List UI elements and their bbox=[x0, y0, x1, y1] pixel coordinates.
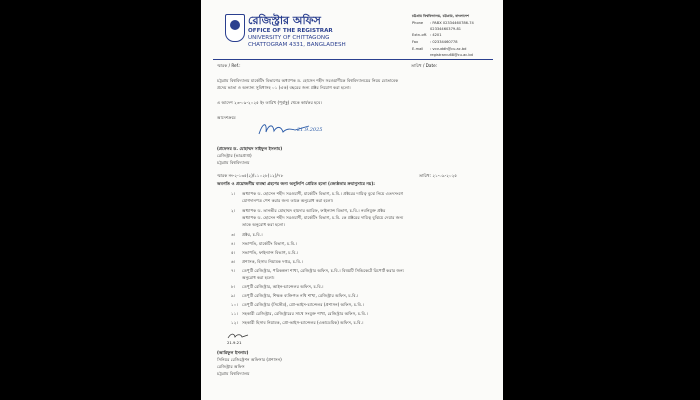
list-item: অনুরোধ করা হলো। bbox=[242, 275, 275, 280]
university-address: CHATTOGRAM 4331, BANGLADESH bbox=[248, 42, 346, 48]
footer-name: (আরিফুল ইসলাম) bbox=[217, 350, 249, 355]
footer-initials: 21.9.21 bbox=[227, 340, 242, 345]
list-item: তাকে অনুরোধ করা হলো। bbox=[242, 222, 285, 227]
signature-date: 21.9.2025 bbox=[297, 127, 323, 133]
ref-label: স্মারক / Ref.: bbox=[217, 63, 241, 68]
list-item-number: ১। bbox=[231, 191, 236, 196]
list-item: ডেপুটি রেজিস্ট্রার (সিস্টেম), প্রো-ভাইস-চ্যান্সেলর (প্রশাসন) অফিস, চ.বি.। bbox=[242, 302, 364, 307]
list-item: প্রশাসক, হিসাব নিয়ামক দপ্তর, চ.বি.। bbox=[242, 259, 303, 264]
order-paragraph-line-1: চট্টগ্রাম বিশ্ববিদ্যালয় মার্কেটিং বিভাগের অধ্যাপক ড. হোসেন শহীদ সরওয়ার্দীকে বিশ্ববিদ্যালয়ের নিয়ম মোতাবেক bbox=[217, 78, 399, 83]
fax-label: Fax bbox=[412, 40, 419, 44]
list-item-number: ৩। bbox=[231, 232, 236, 237]
list-item: সহকারী রেজিস্ট্রার, রেজিস্ট্রারের সাথে সংযুক্ত শাখা, রেজিস্ট্রার অফিস, চ.বি.। bbox=[242, 311, 368, 316]
email-value-2: registrarcu68@cu.ac.bd bbox=[430, 53, 473, 57]
order-paragraph-line-2: প্রদেয় ভাতা ও অন্যান্য সুবিধাসহ ০১ (এক) বছরের জন্য প্রক্টর নিয়োগ করা হলো। bbox=[217, 85, 351, 90]
ext-label: Extn-off. bbox=[412, 33, 428, 37]
university-logo-icon bbox=[225, 14, 245, 42]
list-item: প্রক্টর, চ.বি.। bbox=[242, 232, 263, 237]
list-item-number: ১০। bbox=[231, 302, 238, 307]
list-item: অধ্যাপক ড. হোসেন শহীদ সরওয়ার্দী, মার্কেটিং বিভাগ, চ.বি. কে প্রক্টরের দায়িত্ব বুঝিয়ে দেয়ার জন্য bbox=[242, 215, 404, 220]
list-item-number: ১১। bbox=[231, 311, 238, 316]
list-item-number: ৪। bbox=[231, 241, 236, 246]
list-item-number: ৯। bbox=[231, 293, 236, 298]
list-item-number: ৬। bbox=[231, 259, 236, 264]
bangla-address: চট্টগ্রাম বিশ্ববিদ্যালয়, চট্টগ্রাম, বাংলাদেশ bbox=[412, 14, 469, 18]
list-item-number: ১২। bbox=[231, 320, 238, 325]
list-item: সহকারী হিসাব নিয়ামক, প্রো-ভাইস-চ্যান্সেলর (একাডেমিক) অফিস, চ.বি.। bbox=[242, 320, 364, 325]
list-item: ডেপুটি রেজিস্ট্রার, পরিকল্পনা শাখা, রেজিস্ট্রার অফিস, চ.বি.। বিষয়টি সিন্ডিকেটে রিপোর্ট করার জন্য bbox=[242, 268, 404, 273]
footer-org: চট্টগ্রাম বিশ্ববিদ্যালয় bbox=[217, 371, 250, 376]
signatory-org: চট্টগ্রাম বিশ্ববিদ্যালয় bbox=[217, 160, 250, 165]
list-item: ডেপুটি রেজিস্ট্রার, আইন-চ্যান্সেলর অফিস, চ.বি.। bbox=[242, 284, 324, 289]
office-bangla-title: রেজিস্ট্রার অফিস bbox=[248, 14, 321, 27]
phone-value: : PABX 02334460786-74 bbox=[430, 21, 474, 25]
list-item: সভাপতি, ফাইন্যান্স বিভাগ, চ.বি.। bbox=[242, 250, 299, 255]
document-page bbox=[201, 0, 503, 400]
initials-signature bbox=[227, 333, 249, 339]
footer-office: রেজিস্ট্রার অফিস bbox=[217, 364, 245, 369]
list-item-number: ৭। bbox=[231, 268, 236, 273]
footer-title: সিনিয়র রেজিস্ট্রেশন অফিসার (প্রশাসন) bbox=[217, 357, 282, 362]
phone-value-2: 02334460379-81 bbox=[430, 27, 462, 31]
signatory-name: (প্রফেসর ড. মোহাম্মদ সাইফুল ইসলাম) bbox=[217, 146, 283, 151]
email-value: : vccuddh@cu.ac.bd bbox=[430, 47, 467, 51]
list-item-number: ২। bbox=[231, 208, 236, 213]
memo-reference: স্মারক নং-২-১৩৫(২)/১১০২৮(১২)/৭৮ bbox=[217, 173, 284, 178]
memo-date: তারিখ: ২১-০৯-২০২৫ bbox=[419, 173, 458, 178]
list-item: অধ্যাপক ড. হোসেন শহীদ সরওয়ার্দী, মার্কেটিং বিভাগ, চ.বি.। প্রক্টরের দায়িত্ব বুঝে নিয়ে এতদসংগে bbox=[242, 191, 404, 196]
date-label: তারিখ / Date: bbox=[411, 63, 438, 68]
email-label: E-mail bbox=[412, 47, 424, 51]
fax-value: : 02334460778 bbox=[430, 40, 458, 44]
list-item: অধ্যাপক ড. তানভীর মোহাম্মদ হায়দার আরিফ, ফাইন্যান্স বিভাগ, চ.বি.। নবনিযুক্ত প্রক্টর bbox=[242, 208, 386, 213]
ext-value: : 4201 bbox=[430, 33, 442, 37]
signatory-title: রেজিস্ট্রার (ভারপ্রাপ্ত) bbox=[217, 153, 252, 158]
list-item-number: ৫। bbox=[231, 250, 236, 255]
phone-label: Phone bbox=[412, 21, 424, 25]
list-item-number: ৮। bbox=[231, 284, 236, 289]
copy-heading: অবগতি ও প্রয়োজনীয় ব্যবস্থা গ্রহণের জন্য অনুলিপি প্রেরিত হলো (জ্যেষ্ঠতার ক্রমানুসারে নয়): bbox=[217, 181, 375, 186]
letterhead-divider bbox=[213, 59, 493, 60]
office-name: OFFICE OF THE REGISTRAR bbox=[248, 28, 333, 34]
university-name: UNIVERSITY OF CHITTAGONG bbox=[248, 35, 330, 41]
list-item: যোগদানপত্র পেশ করার জন্য তাকে অনুরোধ করা হলো। bbox=[242, 198, 334, 203]
list-item: ডেপুটি রেজিস্ট্রার, শিক্ষক ব্যক্তিগত নথি শাখা, রেজিস্ট্রার অফিস, চ.বি.। bbox=[242, 293, 359, 298]
effective-date-line: এ আদেশ ২৩-০৯-২০২৫ ইং তারিখ (পূর্বাহ্ণ) থেকে কার্যকর হবে। bbox=[217, 100, 322, 105]
salutation: আদেশক্রমে bbox=[217, 115, 236, 120]
list-item: সভাপতি, মার্কেটিং বিভাগ, চ.বি.। bbox=[242, 241, 297, 246]
